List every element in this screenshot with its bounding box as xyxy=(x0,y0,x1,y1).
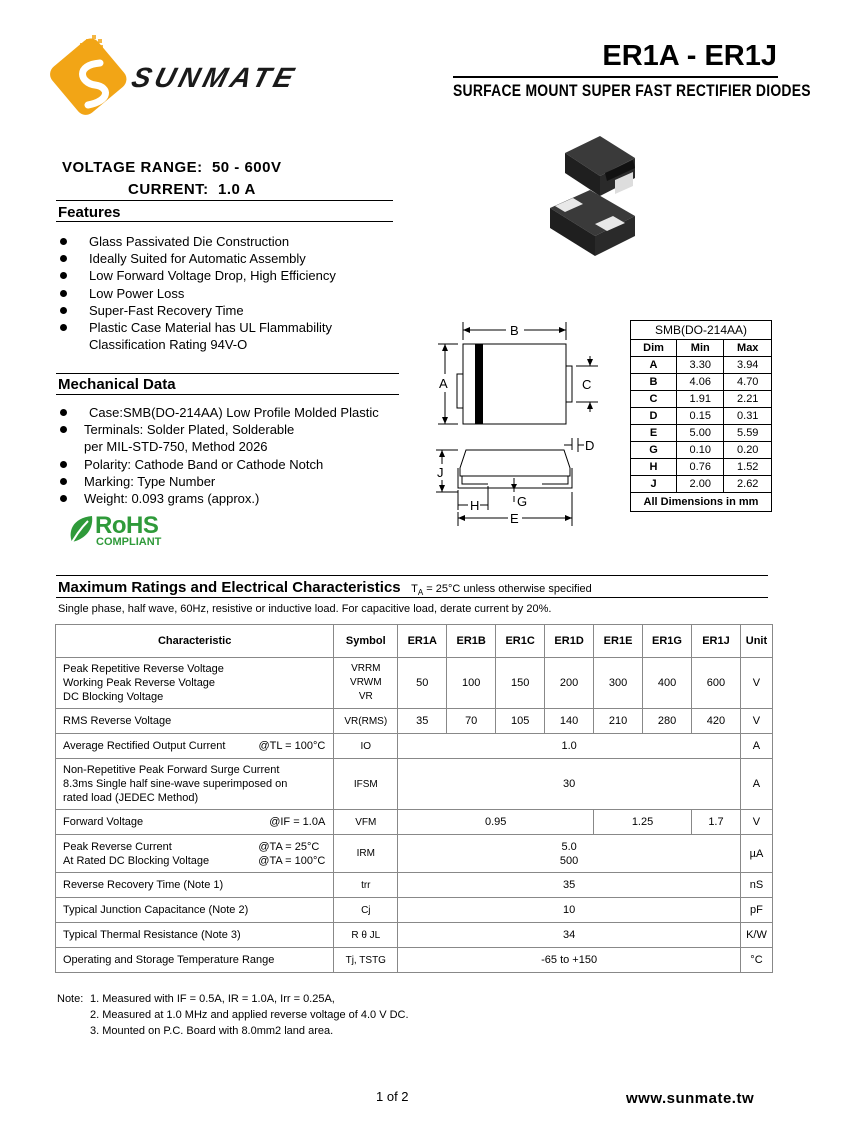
dim-cell: 4.70 xyxy=(724,374,772,391)
value-cell: 1.25 xyxy=(594,810,692,835)
value-cell: 35 xyxy=(398,873,741,898)
dim-cell: C xyxy=(631,391,677,408)
table-header: ER1E xyxy=(594,625,643,658)
table-header: Min xyxy=(677,340,724,357)
table-header: ER1D xyxy=(545,625,594,658)
symbol-cell: Cj xyxy=(334,898,398,923)
condition-text: @TL = 100°C xyxy=(258,740,326,752)
unit-cell: K/W xyxy=(740,923,772,948)
dim-cell: G xyxy=(631,442,677,459)
table-header: Characteristic xyxy=(56,625,334,658)
outline-drawing xyxy=(428,318,618,533)
table-row xyxy=(56,923,773,948)
symbol-cell: IO xyxy=(334,734,398,759)
voltage-range xyxy=(62,159,282,176)
table-row xyxy=(631,425,772,442)
table-row xyxy=(56,759,773,810)
unit-cell: V xyxy=(740,709,772,734)
value-cell: 300 xyxy=(594,658,643,709)
dim-cell: 0.10 xyxy=(677,442,724,459)
characteristic-line: rated load (JEDEC Method) xyxy=(63,792,199,804)
features-list xyxy=(58,233,398,353)
dim-cell: 0.76 xyxy=(677,459,724,476)
title-divider xyxy=(453,76,778,78)
voltage-range-label: VOLTAGE RANGE: xyxy=(62,159,203,176)
symbol-cell: VFM xyxy=(334,810,398,835)
ratings-heading: Maximum Ratings and Electrical Characteristics xyxy=(58,579,401,596)
ratings-heading-line xyxy=(58,579,592,597)
logo-wordmark: SUNMATE xyxy=(128,62,301,94)
dim-cell: D xyxy=(631,408,677,425)
dim-label-e: E xyxy=(510,511,519,526)
value-cell: 280 xyxy=(643,709,692,734)
value-line: 5.0 xyxy=(561,840,577,853)
list-item-continuation: per MIL-STD-750, Method 2026 xyxy=(84,439,268,455)
characteristic-cell xyxy=(56,759,334,810)
table-row xyxy=(631,374,772,391)
dim-label-b: B xyxy=(510,323,519,338)
current-value: 1.0 A xyxy=(218,181,256,198)
unit-cell: V xyxy=(740,658,772,709)
dim-cell: 0.20 xyxy=(724,442,772,459)
rohs-badge xyxy=(66,512,176,552)
dim-label-h: H xyxy=(470,498,480,513)
dim-label-d: D xyxy=(585,438,595,453)
dim-cell: H xyxy=(631,459,677,476)
characteristic-text: Average Rectified Output Current xyxy=(63,740,226,752)
value-cell: 35 xyxy=(398,709,447,734)
features-top-rule xyxy=(56,200,393,201)
table-row xyxy=(631,357,772,374)
characteristic-cell xyxy=(56,835,334,873)
dim-cell: 3.94 xyxy=(724,357,772,374)
table-header: Symbol xyxy=(334,625,398,658)
dimensions-table xyxy=(630,320,772,512)
characteristic-cell: Typical Thermal Resistance (Note 3) xyxy=(56,923,334,948)
mechanical-list xyxy=(58,404,403,507)
value-cell: 10 xyxy=(398,898,741,923)
dim-cell: 1.91 xyxy=(677,391,724,408)
dim-cell: 2.62 xyxy=(724,476,772,493)
characteristic-cell: RMS Reverse Voltage xyxy=(56,709,334,734)
list-item-continuation: Classification Rating 94V-O xyxy=(89,337,248,353)
value-cell: 1.7 xyxy=(691,810,740,835)
list-item: Super-Fast Recovery Time xyxy=(58,302,398,319)
value-line: 500 xyxy=(559,854,579,867)
symbol-cell: IRM xyxy=(334,835,398,873)
unit-cell: pF xyxy=(740,898,772,923)
list-item: Terminals: Solder Plated, Solderable xyxy=(58,421,403,438)
value-cell: 0.95 xyxy=(398,810,594,835)
dimensions-footer: All Dimensions in mm xyxy=(631,493,772,512)
value-cell: 420 xyxy=(691,709,740,734)
characteristic-line: Peak Reverse Current xyxy=(63,840,172,853)
condition-text: @TA = 25°C xyxy=(258,840,320,853)
company-logo xyxy=(40,35,310,130)
temp-condition: = 25°C unless otherwise specified xyxy=(423,583,592,595)
value-cell: 50 xyxy=(398,658,447,709)
symbol-cell: R θ JL xyxy=(334,923,398,948)
value-cell: 600 xyxy=(691,658,740,709)
list-item: Case:SMB(DO-214AA) Low Profile Molded Plastic xyxy=(58,404,403,421)
rohs-subtitle: COMPLIANT xyxy=(96,536,162,548)
value-cell: 105 xyxy=(496,709,545,734)
value-cell: 100 xyxy=(447,658,496,709)
ratings-bottom-rule xyxy=(56,597,768,598)
note-line: 1. Measured with IF = 0.5A, IR = 1.0A, Irr = 0.25A, xyxy=(90,993,335,1005)
table-row xyxy=(56,948,773,973)
current-rating xyxy=(128,181,256,198)
document-subtitle: SURFACE MOUNT SUPER FAST RECTIFIER DIODES xyxy=(453,81,811,100)
package-photo xyxy=(545,128,645,273)
unit-cell: V xyxy=(740,810,772,835)
features-bottom-rule xyxy=(56,221,393,222)
table-row xyxy=(56,898,773,923)
table-header: Dim xyxy=(631,340,677,357)
table-row xyxy=(631,476,772,493)
current-label: CURRENT: xyxy=(128,181,209,198)
table-header: ER1B xyxy=(447,625,496,658)
characteristic-cell xyxy=(56,734,334,759)
dim-cell: 1.52 xyxy=(724,459,772,476)
value-cell: 34 xyxy=(398,923,741,948)
list-item: Low Forward Voltage Drop, High Efficiency xyxy=(58,267,398,284)
dim-cell: 5.00 xyxy=(677,425,724,442)
list-item: Plastic Case Material has UL Flammability xyxy=(58,319,398,336)
dim-cell: 3.30 xyxy=(677,357,724,374)
unit-cell: A xyxy=(740,759,772,810)
temp-subscript: A xyxy=(417,588,424,598)
list-item: Weight: 0.093 grams (approx.) xyxy=(58,490,403,507)
table-row xyxy=(56,709,773,734)
characteristic-cell: Operating and Storage Temperature Range xyxy=(56,948,334,973)
voltage-range-value: 50 - 600V xyxy=(211,159,282,176)
list-item: Ideally Suited for Automatic Assembly xyxy=(58,250,398,267)
condition-text: @IF = 1.0A xyxy=(269,816,326,828)
symbol-line: VRRM xyxy=(351,663,381,674)
website-link[interactable]: www.sunmate.tw xyxy=(626,1090,755,1107)
dim-cell: 2.21 xyxy=(724,391,772,408)
table-row xyxy=(56,873,773,898)
notes-list xyxy=(90,991,409,1039)
list-item: Marking: Type Number xyxy=(58,473,403,490)
dim-cell: 0.31 xyxy=(724,408,772,425)
table-row xyxy=(631,408,772,425)
characteristic-line: Working Peak Reverse Voltage xyxy=(63,677,216,689)
characteristic-line: Peak Repetitive Reverse Voltage xyxy=(63,663,224,675)
table-header: ER1G xyxy=(643,625,692,658)
characteristic-cell: Reverse Recovery Time (Note 1) xyxy=(56,873,334,898)
unit-cell: °C xyxy=(740,948,772,973)
part-number-title: ER1A - ER1J xyxy=(602,40,777,72)
value-cell: 150 xyxy=(496,658,545,709)
list-item: Polarity: Cathode Band or Cathode Notch xyxy=(58,456,403,473)
dim-cell: B xyxy=(631,374,677,391)
characteristic-line: DC Blocking Voltage xyxy=(63,691,164,703)
dim-cell: 0.15 xyxy=(677,408,724,425)
characteristic-cell xyxy=(56,810,334,835)
dim-cell: J xyxy=(631,476,677,493)
table-row xyxy=(56,835,773,873)
value-cell: 70 xyxy=(447,709,496,734)
package-name: SMB(DO-214AA) xyxy=(631,321,772,340)
symbol-cell: trr xyxy=(334,873,398,898)
dim-label-a: A xyxy=(439,376,448,391)
notes-label: Note: xyxy=(57,993,84,1005)
characteristic-cell: Typical Junction Capacitance (Note 2) xyxy=(56,898,334,923)
condition-text: @TA = 100°C xyxy=(258,854,326,867)
value-cell xyxy=(398,835,741,873)
page-number: 1 of 2 xyxy=(376,1089,409,1104)
mechanical-bottom-rule xyxy=(56,394,399,395)
table-header: Max xyxy=(724,340,772,357)
table-row xyxy=(56,658,773,709)
characteristic-line: Non-Repetitive Peak Forward Surge Current xyxy=(63,764,280,776)
value-cell: -65 to +150 xyxy=(398,948,741,973)
ratings-top-rule xyxy=(56,575,768,576)
symbol-line: VRWM xyxy=(350,677,382,688)
value-cell: 200 xyxy=(545,658,594,709)
table-header: ER1C xyxy=(496,625,545,658)
dim-cell: 4.06 xyxy=(677,374,724,391)
value-cell: 30 xyxy=(398,759,741,810)
characteristic-text: Forward Voltage xyxy=(63,816,144,828)
symbol-cell: Tj, TSTG xyxy=(334,948,398,973)
value-cell: 400 xyxy=(643,658,692,709)
table-row xyxy=(56,734,773,759)
symbol-line: VR xyxy=(358,691,373,702)
table-row xyxy=(631,459,772,476)
dim-cell: A xyxy=(631,357,677,374)
symbol-cell xyxy=(334,658,398,709)
features-heading: Features xyxy=(58,204,121,221)
ratings-subnote: Single phase, half wave, 60Hz, resistive or inductive load. For capacitive load, derate current by 20%. xyxy=(58,603,552,615)
characteristic-line: At Rated DC Blocking Voltage xyxy=(63,854,210,867)
note-line: 2. Measured at 1.0 MHz and applied reverse voltage of 4.0 V DC. xyxy=(90,1009,409,1021)
symbol-cell: IFSM xyxy=(334,759,398,810)
characteristic-cell xyxy=(56,658,334,709)
symbol-cell: VR(RMS) xyxy=(334,709,398,734)
ratings-temp-note xyxy=(411,583,592,598)
unit-cell: µA xyxy=(740,835,772,873)
mechanical-top-rule xyxy=(56,373,399,374)
table-row xyxy=(631,391,772,408)
table-row xyxy=(56,810,773,835)
list-item: Low Power Loss xyxy=(58,285,398,302)
ratings-table xyxy=(55,624,773,973)
table-header: ER1J xyxy=(691,625,740,658)
table-header-row xyxy=(56,625,773,658)
rohs-title: RoHS xyxy=(95,512,159,539)
temp-symbol: T xyxy=(411,583,418,595)
unit-cell: nS xyxy=(740,873,772,898)
table-row xyxy=(631,442,772,459)
characteristic-line: 8.3ms Single half sine-wave superimposed on xyxy=(63,778,288,790)
list-item: Glass Passivated Die Construction xyxy=(58,233,398,250)
dim-label-c: C xyxy=(582,377,592,392)
dim-label-g: G xyxy=(517,494,528,509)
dim-cell: 2.00 xyxy=(677,476,724,493)
value-cell: 140 xyxy=(545,709,594,734)
dim-label-j: J xyxy=(437,465,444,480)
dim-cell: 5.59 xyxy=(724,425,772,442)
note-line: 3. Mounted on P.C. Board with 8.0mm2 land area. xyxy=(90,1025,334,1037)
dim-cell: E xyxy=(631,425,677,442)
value-cell: 210 xyxy=(594,709,643,734)
value-cell: 1.0 xyxy=(398,734,741,759)
table-header: Unit xyxy=(740,625,772,658)
mechanical-heading: Mechanical Data xyxy=(58,376,176,393)
table-header: ER1A xyxy=(398,625,447,658)
leaf-icon xyxy=(66,514,96,550)
unit-cell: A xyxy=(740,734,772,759)
